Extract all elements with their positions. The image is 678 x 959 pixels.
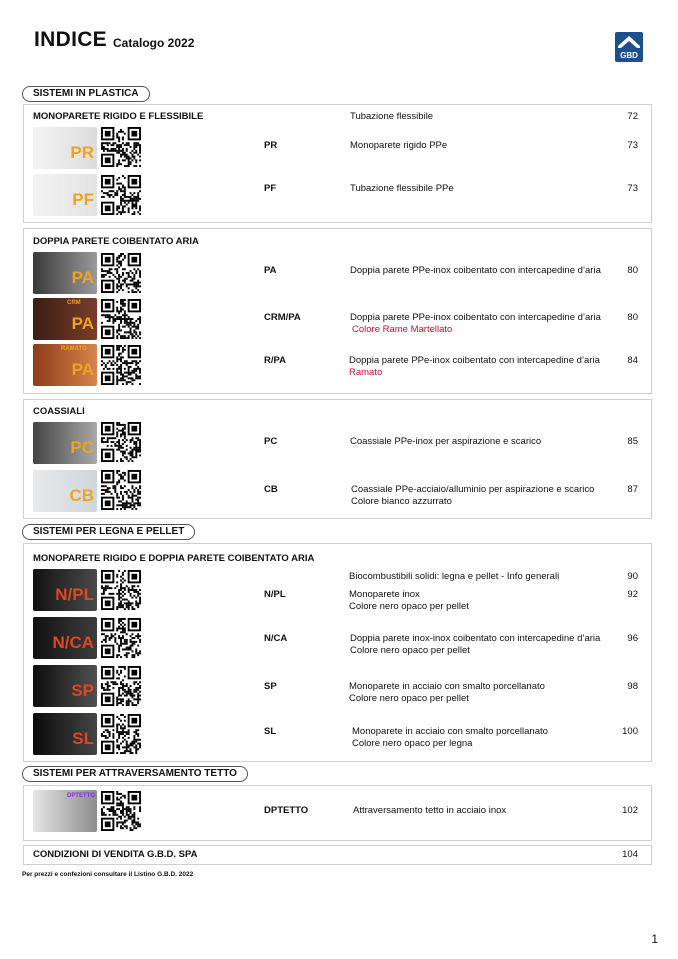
- product-page: 85: [627, 436, 638, 447]
- product-page: 84: [627, 355, 638, 366]
- svg-text:GBD: GBD: [620, 51, 638, 60]
- qr-code: [101, 618, 141, 658]
- product-desc: Coassiale PPe-inox per aspirazione e scarico: [350, 436, 542, 447]
- product-thumb-pr: PR: [33, 127, 97, 169]
- product-code: SP: [264, 681, 277, 692]
- section-title-legna: MONOPARETE RIGIDO E DOPPIA PARETE COIBENTATO ARIA: [33, 553, 315, 564]
- product-code: PA: [264, 265, 277, 276]
- product-thumb-sl: SL: [33, 713, 97, 755]
- product-desc: Monoparete inox Colore nero opaco per pellet: [349, 589, 469, 612]
- qr-code: [101, 253, 141, 293]
- product-page: 73: [627, 140, 638, 151]
- product-page: 87: [627, 484, 638, 495]
- conditions-page: 104: [622, 849, 638, 860]
- product-desc: Coassiale PPe-acciaio/alluminio per aspirazione e scarico Colore bianco azzurrato: [351, 484, 595, 507]
- product-page: 73: [627, 183, 638, 194]
- product-desc: Doppia parete inox-inox coibentato con intercapedine d’aria Colore nero opaco per pellet: [350, 633, 601, 656]
- product-page: 100: [622, 726, 638, 737]
- product-page: 96: [627, 633, 638, 644]
- gbd-logo: [615, 32, 643, 62]
- product-thumb-sp: SP: [33, 665, 97, 707]
- page-title: INDICE: [34, 28, 107, 51]
- product-desc: Monoparete in acciaio con smalto porcellanato Colore nero opaco per legna: [352, 726, 548, 749]
- product-code: N/CA: [264, 633, 288, 644]
- product-code: DPTETTO: [264, 805, 309, 816]
- product-desc: Doppia parete PPe-inox coibentato con intercapedine d’aria: [350, 265, 601, 276]
- section-pill-tetto: SISTEMI PER ATTRAVERSAMENTO TETTO: [22, 766, 248, 782]
- product-thumb-pa: PA: [33, 252, 97, 294]
- product-desc: Monoparete in acciaio con smalto porcellanato Colore nero opaco per pellet: [349, 681, 545, 704]
- product-code: N/PL: [264, 589, 286, 600]
- section-title-doppia: DOPPIA PARETE COIBENTATO ARIA: [33, 236, 199, 247]
- qr-code: [101, 175, 141, 215]
- footnote: Per prezzi e confezioni consultare il Listino G.B.D. 2022: [22, 871, 194, 878]
- product-thumb-n-pl: N/PL: [33, 569, 97, 611]
- qr-code: [101, 299, 141, 339]
- intro-desc: Biocombustibili solidi: legna e pellet - Info generali: [349, 571, 560, 582]
- product-page: 80: [627, 265, 638, 276]
- qr-code: [101, 422, 141, 462]
- conditions-label: CONDIZIONI DI VENDITA G.B.D. SPA: [33, 849, 198, 860]
- qr-code: [101, 714, 141, 754]
- qr-code: [101, 127, 141, 167]
- product-desc: Monoparete rigido PPe: [350, 140, 448, 151]
- product-code: CRM/PA: [264, 312, 301, 323]
- section-pill-plastica: SISTEMI IN PLASTICA: [22, 86, 150, 102]
- product-thumb-pc: PC: [33, 422, 97, 464]
- product-code: PR: [264, 140, 278, 151]
- page-number: 1: [651, 932, 658, 946]
- section-pill-legna: SISTEMI PER LEGNA E PELLET: [22, 524, 195, 540]
- qr-code: [101, 570, 141, 610]
- qr-code: [101, 470, 141, 510]
- qr-code: [101, 791, 141, 831]
- product-desc: Doppia parete PPe-inox coibentato con intercapedine d’aria Ramato: [349, 355, 600, 378]
- page-subtitle: Catalogo 2022: [113, 36, 195, 50]
- product-code: SL: [264, 726, 277, 737]
- product-desc: Attraversamento tetto in acciaio inox: [353, 805, 507, 816]
- product-code: PF: [264, 183, 277, 194]
- product-thumb-dptetto: DPTETTO: [33, 790, 97, 832]
- product-code: R/PA: [264, 355, 286, 366]
- section-title-monoparete: MONOPARETE RIGIDO E FLESSIBILE: [33, 111, 204, 122]
- product-page: 98: [627, 681, 638, 692]
- product-page: 80: [627, 312, 638, 323]
- product-page: 102: [622, 805, 638, 816]
- product-thumb-n-ca: N/CA: [33, 617, 97, 659]
- intro-page: 90: [627, 571, 638, 582]
- product-thumb-pf: PF: [33, 174, 97, 216]
- section-title-coassiali: COASSIALI: [33, 406, 85, 417]
- product-code: PC: [264, 436, 278, 447]
- product-thumb-r-pa: RAMATO PA: [33, 344, 97, 386]
- qr-code: [101, 345, 141, 385]
- qr-code: [101, 666, 141, 706]
- product-desc: Doppia parete PPe-inox coibentato con intercapedine d’aria Colore Rame Martellato: [350, 312, 601, 335]
- product-thumb-cb: CB: [33, 470, 97, 512]
- product-desc: Tubazione flessibile PPe: [350, 183, 454, 194]
- intro-page: 72: [627, 111, 638, 122]
- product-code: CB: [264, 484, 278, 495]
- product-page: 92: [627, 589, 638, 600]
- product-thumb-crm-pa: CRM PA: [33, 298, 97, 340]
- intro-desc: Tubazione flessibile: [350, 111, 434, 122]
